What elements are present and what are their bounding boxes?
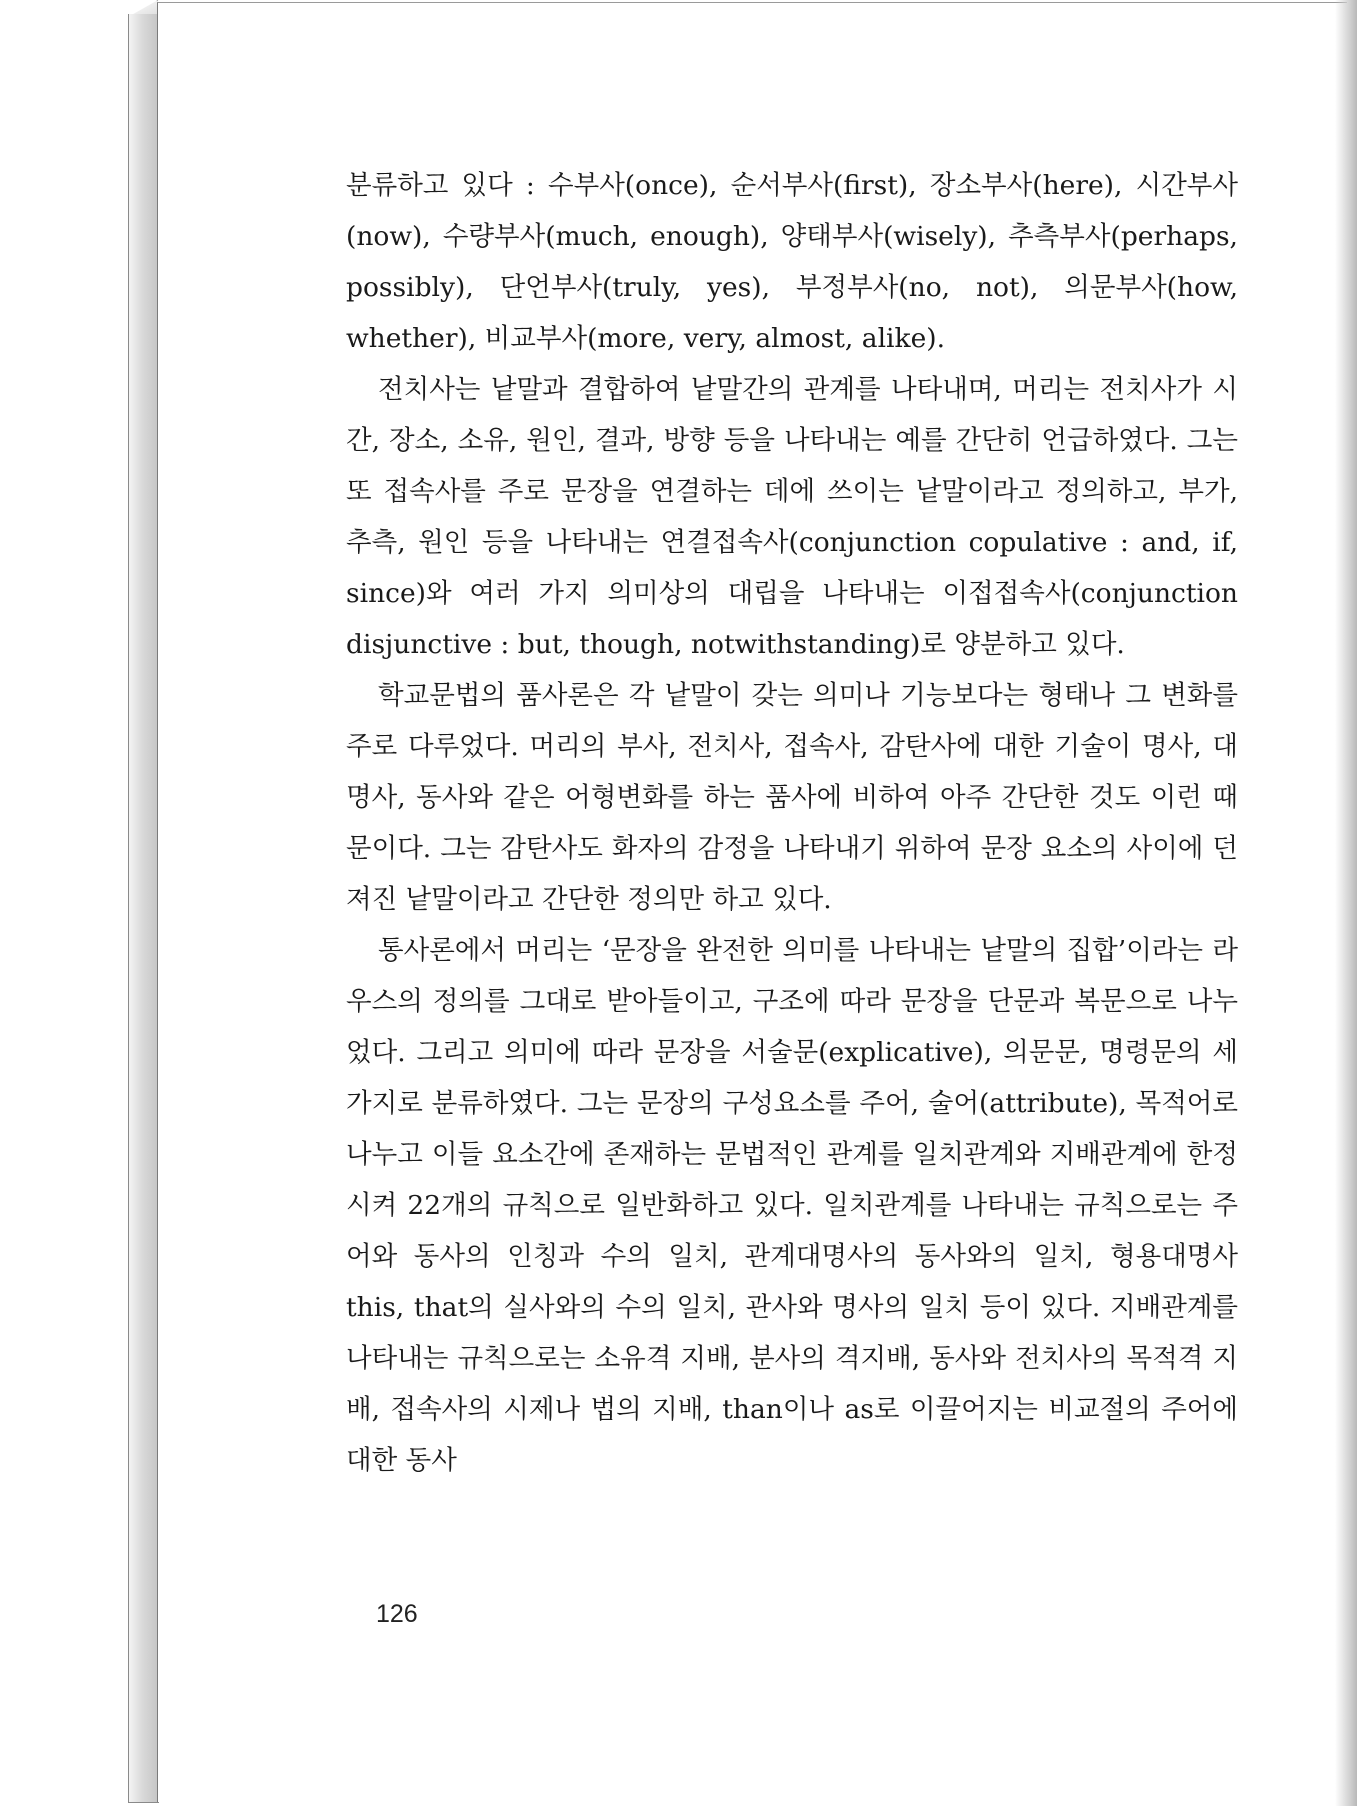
paragraph-3: 학교문법의 품사론은 각 낱말이 갖는 의미나 기능보다는 형태나 그 변화를 주로 다루었다. 머리의 부사, 전치사, 접속사, 감탄사에 대한 기술이 명사, 대명사, 동사와 같은 어형변화를 하는 품사에 비하여 아주 간단한 것도 이런 때문이다. 그는 감탄사도 화자의 감정을 나타내기 위하여 문장 요소의 사이에 던져진 낱말이라고 간단한 정의만 하고 있다. (346, 680, 1238, 915)
book-spine (128, 14, 159, 1803)
paragraph-1: 분류하고 있다 : 수부사(once), 순서부사(first), 장소부사(here), 시간부사(now), 수량부사(much, enough), 양태부사(wisely), 추측부사(perhaps, possibly), 단언부사(truly, yes), 부정부사(no, not), 의문부사(how, whether), 비교부사(more, very, almost, alike). (346, 170, 1238, 354)
paragraph-4: 통사론에서 머리는 ‘문장을 완전한 의미를 나타내는 낱말의 집합’이라는 라우스의 정의를 그대로 받아들이고, 구조에 따라 문장을 단문과 복문으로 나누었다. 그리고 의미에 따라 문장을 서술문(explicative), 의문문, 명령문의 세 가지로 분류하였다. 그는 문장의 구성요소를 주어, 술어(attribute), 목적어로 나누고 이들 요소간에 존재하는 문법적인 관계를 일치관계와 지배관계에 한정시켜 22개의 규칙으로 일반화하고 있다. 일치관계를 나타내는 규칙으로는 주어와 동사의 인칭과 수의 일치, 관계대명사의 동사와의 일치, 형용대명사 this, that의 실사와의 수의 일치, 관사와 명사의 일치 등이 있다. 지배관계를 나타내는 규칙으로는 소유격 지배, 분사의 격지배, 동사와 전치사의 목적격 지배, 접속사의 시제나 법의 지배, than이나 as로 이끌어지는 비교절의 주어에 대한 동사 (346, 935, 1238, 1476)
page-edge-shadow (1335, 0, 1357, 1806)
page-body-text (346, 160, 1238, 1486)
page-number: 126 (376, 1600, 418, 1628)
paragraph-2: 전치사는 낱말과 결합하여 낱말간의 관계를 나타내며, 머리는 전치사가 시간, 장소, 소유, 원인, 결과, 방향 등을 나타내는 예를 간단히 언급하였다. 그는 또 접속사를 주로 문장을 연결하는 데에 쓰이는 낱말이라고 정의하고, 부가, 추측, 원인 등을 나타내는 연결접속사(conjunction copulative : and, if, since)와 여러 가지 의미상의 대립을 나타내는 이접접속사(conjunction disjunctive : but, though, notwithstanding)로 양분하고 있다. (346, 374, 1238, 660)
